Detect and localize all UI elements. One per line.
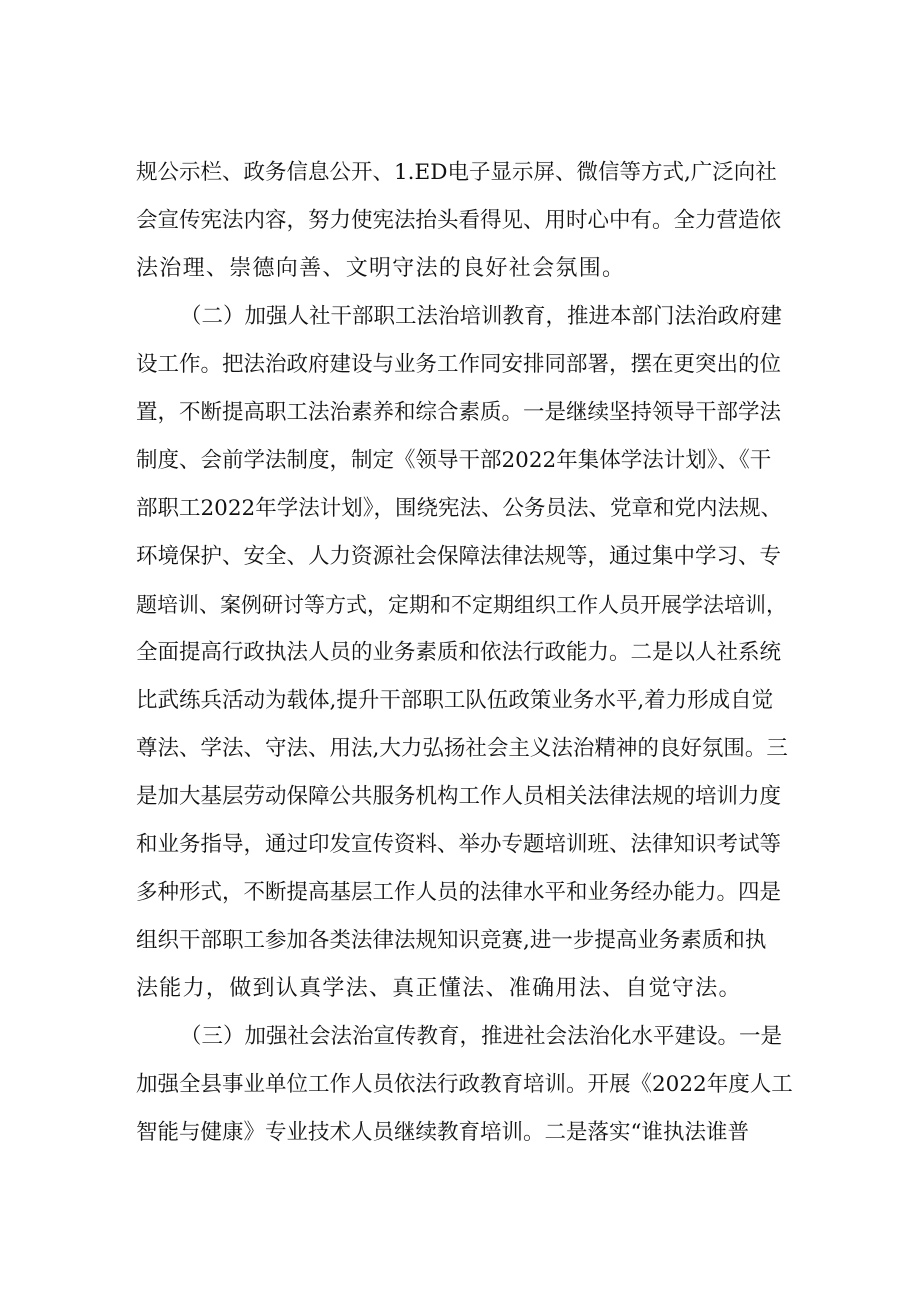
text-line: 部职工2022年学法计划》，围绕宪法、公务员法、党章和党内法规、 — [136, 496, 782, 521]
text-line: 规公示栏、政务信息公开、1.ED电子显示屏、微信等方式,广泛向社 — [136, 160, 777, 185]
text-line: 设工作。把法治政府建设与业务工作同安排同部署，摆在更突出的位 — [136, 352, 782, 377]
text-line: 尊法、学法、守法、用法,大力弘扬社会主义法治精神的良好氛围。三 — [136, 736, 788, 761]
text-line: 智能与健康》专业技术人员继续教育培训。二是落实“谁执法谁普 — [136, 1120, 749, 1145]
paragraph-heading-3: （三）加强社会法治宣传教育，推进社会法治化水平建设。一是 — [180, 1024, 783, 1049]
text-line: 环境保护、安全、人力资源社会保障法律法规等，通过集中学习、专 — [136, 544, 782, 569]
text-line: 是加大基层劳动保障公共服务机构工作人员相关法律法规的培训力度 — [136, 784, 782, 809]
text-line: 比武练兵活动为载体,提升干部职工队伍政策业务水平,着力形成自觉 — [136, 688, 774, 713]
paragraph-heading-2: （二）加强人社干部职工法治培训教育，推进本部门法治政府建 — [180, 304, 783, 329]
text-line: 组织干部职工参加各类法律法规知识竞赛,进一步提高业务素质和执 — [136, 928, 767, 953]
text-line: 法能力，做到认真学法、真正懂法、准确用法、自觉守法。 — [136, 976, 742, 1001]
text-line: 题培训、案例研讨等方式，定期和不定期组织工作人员开展学法培训， — [136, 593, 787, 617]
text-line: 会宣传宪法内容，努力使宪法抬头看得见、用时心中有。全力营造依 — [136, 208, 782, 233]
text-line: 制度、会前学法制度，制定《领导干部2022年集体学法计划》、《干 — [136, 448, 772, 473]
text-line: 加强全县事业单位工作人员依法行政教育培训。开展《2022年度人工 — [136, 1072, 793, 1097]
text-line: 多种形式，不断提高基层工作人员的法律水平和业务经办能力。四是 — [136, 880, 782, 905]
text-line: 和业务指导，通过印发宣传资料、举办专题培训班、法律知识考试等 — [136, 832, 782, 857]
text-line: 法治理、崇德向善、文明守法的良好社会氛围。 — [136, 256, 626, 281]
text-line: 全面提高行政执法人员的业务素质和依法行政能力。二是以人社系统 — [136, 640, 782, 665]
text-line: 置，不断提高职工法治素养和综合素质。一是继续坚持领导干部学法 — [136, 400, 782, 425]
